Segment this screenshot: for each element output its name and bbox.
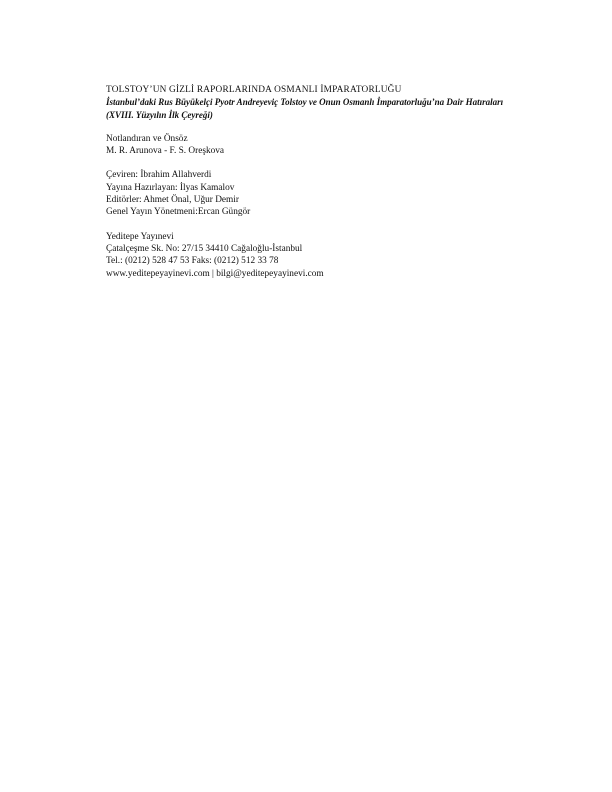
publisher-name: Yeditepe Yayınevi xyxy=(106,231,174,242)
publisher-web: www.yeditepeyayinevi.com | bilgi@yeditepeyayinevi.com xyxy=(106,268,324,279)
editors-names: M. R. Arunova - F. S. Oreşkova xyxy=(106,146,225,157)
preparer-credit: Yayına Hazırlayan: İlyas Kamalov xyxy=(106,182,235,193)
editors-heading: Notlandıran ve Önsöz xyxy=(106,133,188,144)
publisher-block xyxy=(106,231,551,280)
translator-credit: Çeviren: İbrahim Allahverdi xyxy=(106,170,212,181)
book-subtitle: İstanbul’daki Rus Büyükelçi Pyotr Andreyeviç Tolstoy ve Onun Osmanlı İmparatorluğu’na Dair Hatıraları xyxy=(106,97,504,108)
copyright-page xyxy=(106,84,551,280)
publisher-phone: Tel.: (0212) 528 47 53 Faks: (0212) 512 33 78 xyxy=(106,256,279,267)
book-title: TOLSTOY’UN GİZLİ RAPORLARINDA OSMANLI İMPARATORLUĞU xyxy=(106,85,402,95)
book-period: (XVIII. Yüzyılın İlk Çeyreği) xyxy=(106,110,213,121)
director-credit: Genel Yayın Yönetmeni:Ercan Güngör xyxy=(106,207,251,218)
editors-credit: Editörler: Ahmet Önal, Uğur Demir xyxy=(106,195,239,206)
editors-block xyxy=(106,133,551,158)
credits-block xyxy=(106,169,551,218)
publisher-address: Çatalçeşme Sk. No: 27/15 34410 Cağaloğlu-İstanbul xyxy=(106,243,303,254)
